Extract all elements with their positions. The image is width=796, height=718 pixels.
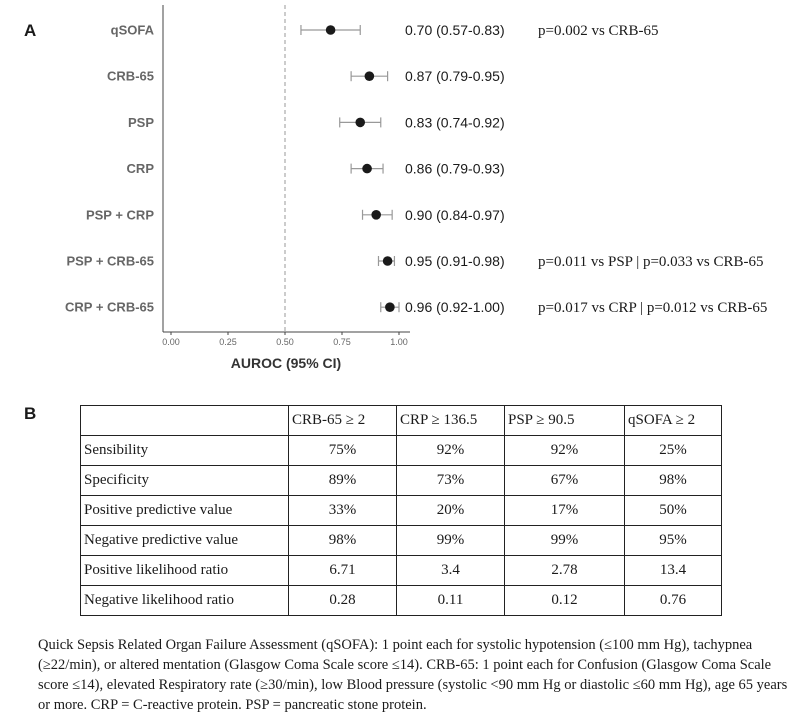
table-row-label: Specificity [81,466,289,496]
footnote: Quick Sepsis Related Organ Failure Assessment (qSOFA): 1 point each for systolic hypotension (≤100 mm Hg), tachypnea (≥22/min), or altered mentation (Glasgow Coma Scale score ≤14). CRB-65: 1 point each for Confusion (Glasgow Coma Scale score ≤14), elevated Respiratory rate (≥30/min), low Blood pressure (systolic <90 mm Hg or diastolic ≤60 mm Hg), age 65 years or more. CRP = C-reactive protein. PSP = pancreatic stone protein. [38,637,788,713]
row-label: CRP [126,161,154,177]
table-row-label: Positive likelihood ratio [81,556,289,586]
point-estimate [371,210,381,220]
table-row-label: Negative likelihood ratio [81,586,289,616]
table-header-cell: PSP ≥ 90.5 [505,406,625,436]
table-cell: 98% [625,466,722,496]
table-header-cell: CRP ≥ 136.5 [397,406,505,436]
x-tick-label: 0.75 [333,337,351,347]
table-header-row [81,406,722,436]
panel-b-label: B [24,404,37,423]
table-cell: 0.28 [289,586,397,616]
table-row [81,436,722,466]
table-cell: 92% [397,436,505,466]
point-estimate [326,25,336,35]
x-axis-title: AUROC (95% CI) [230,355,342,371]
table-cell: 99% [397,526,505,556]
point-estimate [355,118,365,128]
panel-a-label: A [24,21,37,40]
ci-text: 0.96 (0.92-1.00) [405,299,505,316]
row-label: CRP + CRB-65 [65,299,154,315]
table-cell: 98% [289,526,397,556]
row-label: PSP + CRB-65 [66,253,154,269]
comparison-pvalue: p=0.011 vs PSP | p=0.033 vs CRB-65 [538,254,764,270]
table-row [81,466,722,496]
ci-text: 0.70 (0.57-0.83) [405,22,505,38]
x-tick-label: 0.00 [162,337,180,347]
table-cell: 75% [289,436,397,466]
table-cell: 67% [505,466,625,496]
table-row-label: Negative predictive value [81,526,289,556]
x-tick-label: 0.25 [219,337,237,347]
point-estimate [362,164,372,174]
table-cell: 50% [625,496,722,526]
point-estimate [385,302,395,312]
table-header-cell: qSOFA ≥ 2 [625,406,722,436]
table-cell: 99% [505,526,625,556]
row-label: qSOFA [110,22,154,38]
row-label: PSP + CRP [85,207,154,223]
x-tick-label: 1.00 [390,337,408,347]
table-cell: 17% [505,496,625,526]
x-tick-label: 0.50 [276,337,294,347]
ci-text: 0.95 (0.91-0.98) [405,253,505,269]
table-cell: 0.76 [625,586,722,616]
table-cell: 33% [289,496,397,526]
comparison-pvalue: p=0.017 vs CRP | p=0.012 vs CRB-65 [538,300,768,317]
table-row [81,586,722,616]
ci-text: 0.86 (0.79-0.93) [405,160,505,177]
table-cell: 20% [397,496,505,526]
table-row [81,556,722,586]
table-row [81,496,722,526]
table-cell: 95% [625,526,722,556]
table-header-cell: CRB-65 ≥ 2 [289,406,397,436]
table-cell: 92% [505,436,625,466]
ci-text: 0.90 (0.84-0.97) [405,206,505,223]
table-cell: 25% [625,436,722,466]
table-cell: 2.78 [505,556,625,586]
row-label: PSP [127,114,154,130]
table-cell: 0.11 [397,586,505,616]
table-corner-cell [81,406,289,436]
row-label: CRB-65 [107,68,154,84]
table-cell: 73% [397,466,505,496]
point-estimate [365,71,375,81]
ci-text: 0.87 (0.79-0.95) [405,68,505,85]
table-row-label: Sensibility [81,436,289,466]
table-cell: 0.12 [505,586,625,616]
table-cell: 3.4 [397,556,505,586]
metrics-table [80,405,722,616]
table-cell: 13.4 [625,556,722,586]
table-row-label: Positive predictive value [81,496,289,526]
table-cell: 6.71 [289,556,397,586]
comparison-pvalue: p=0.002 vs CRB-65 [538,23,659,39]
point-estimate [383,256,393,266]
table-row [81,526,722,556]
ci-text: 0.83 (0.74-0.92) [405,114,505,131]
table-cell: 89% [289,466,397,496]
